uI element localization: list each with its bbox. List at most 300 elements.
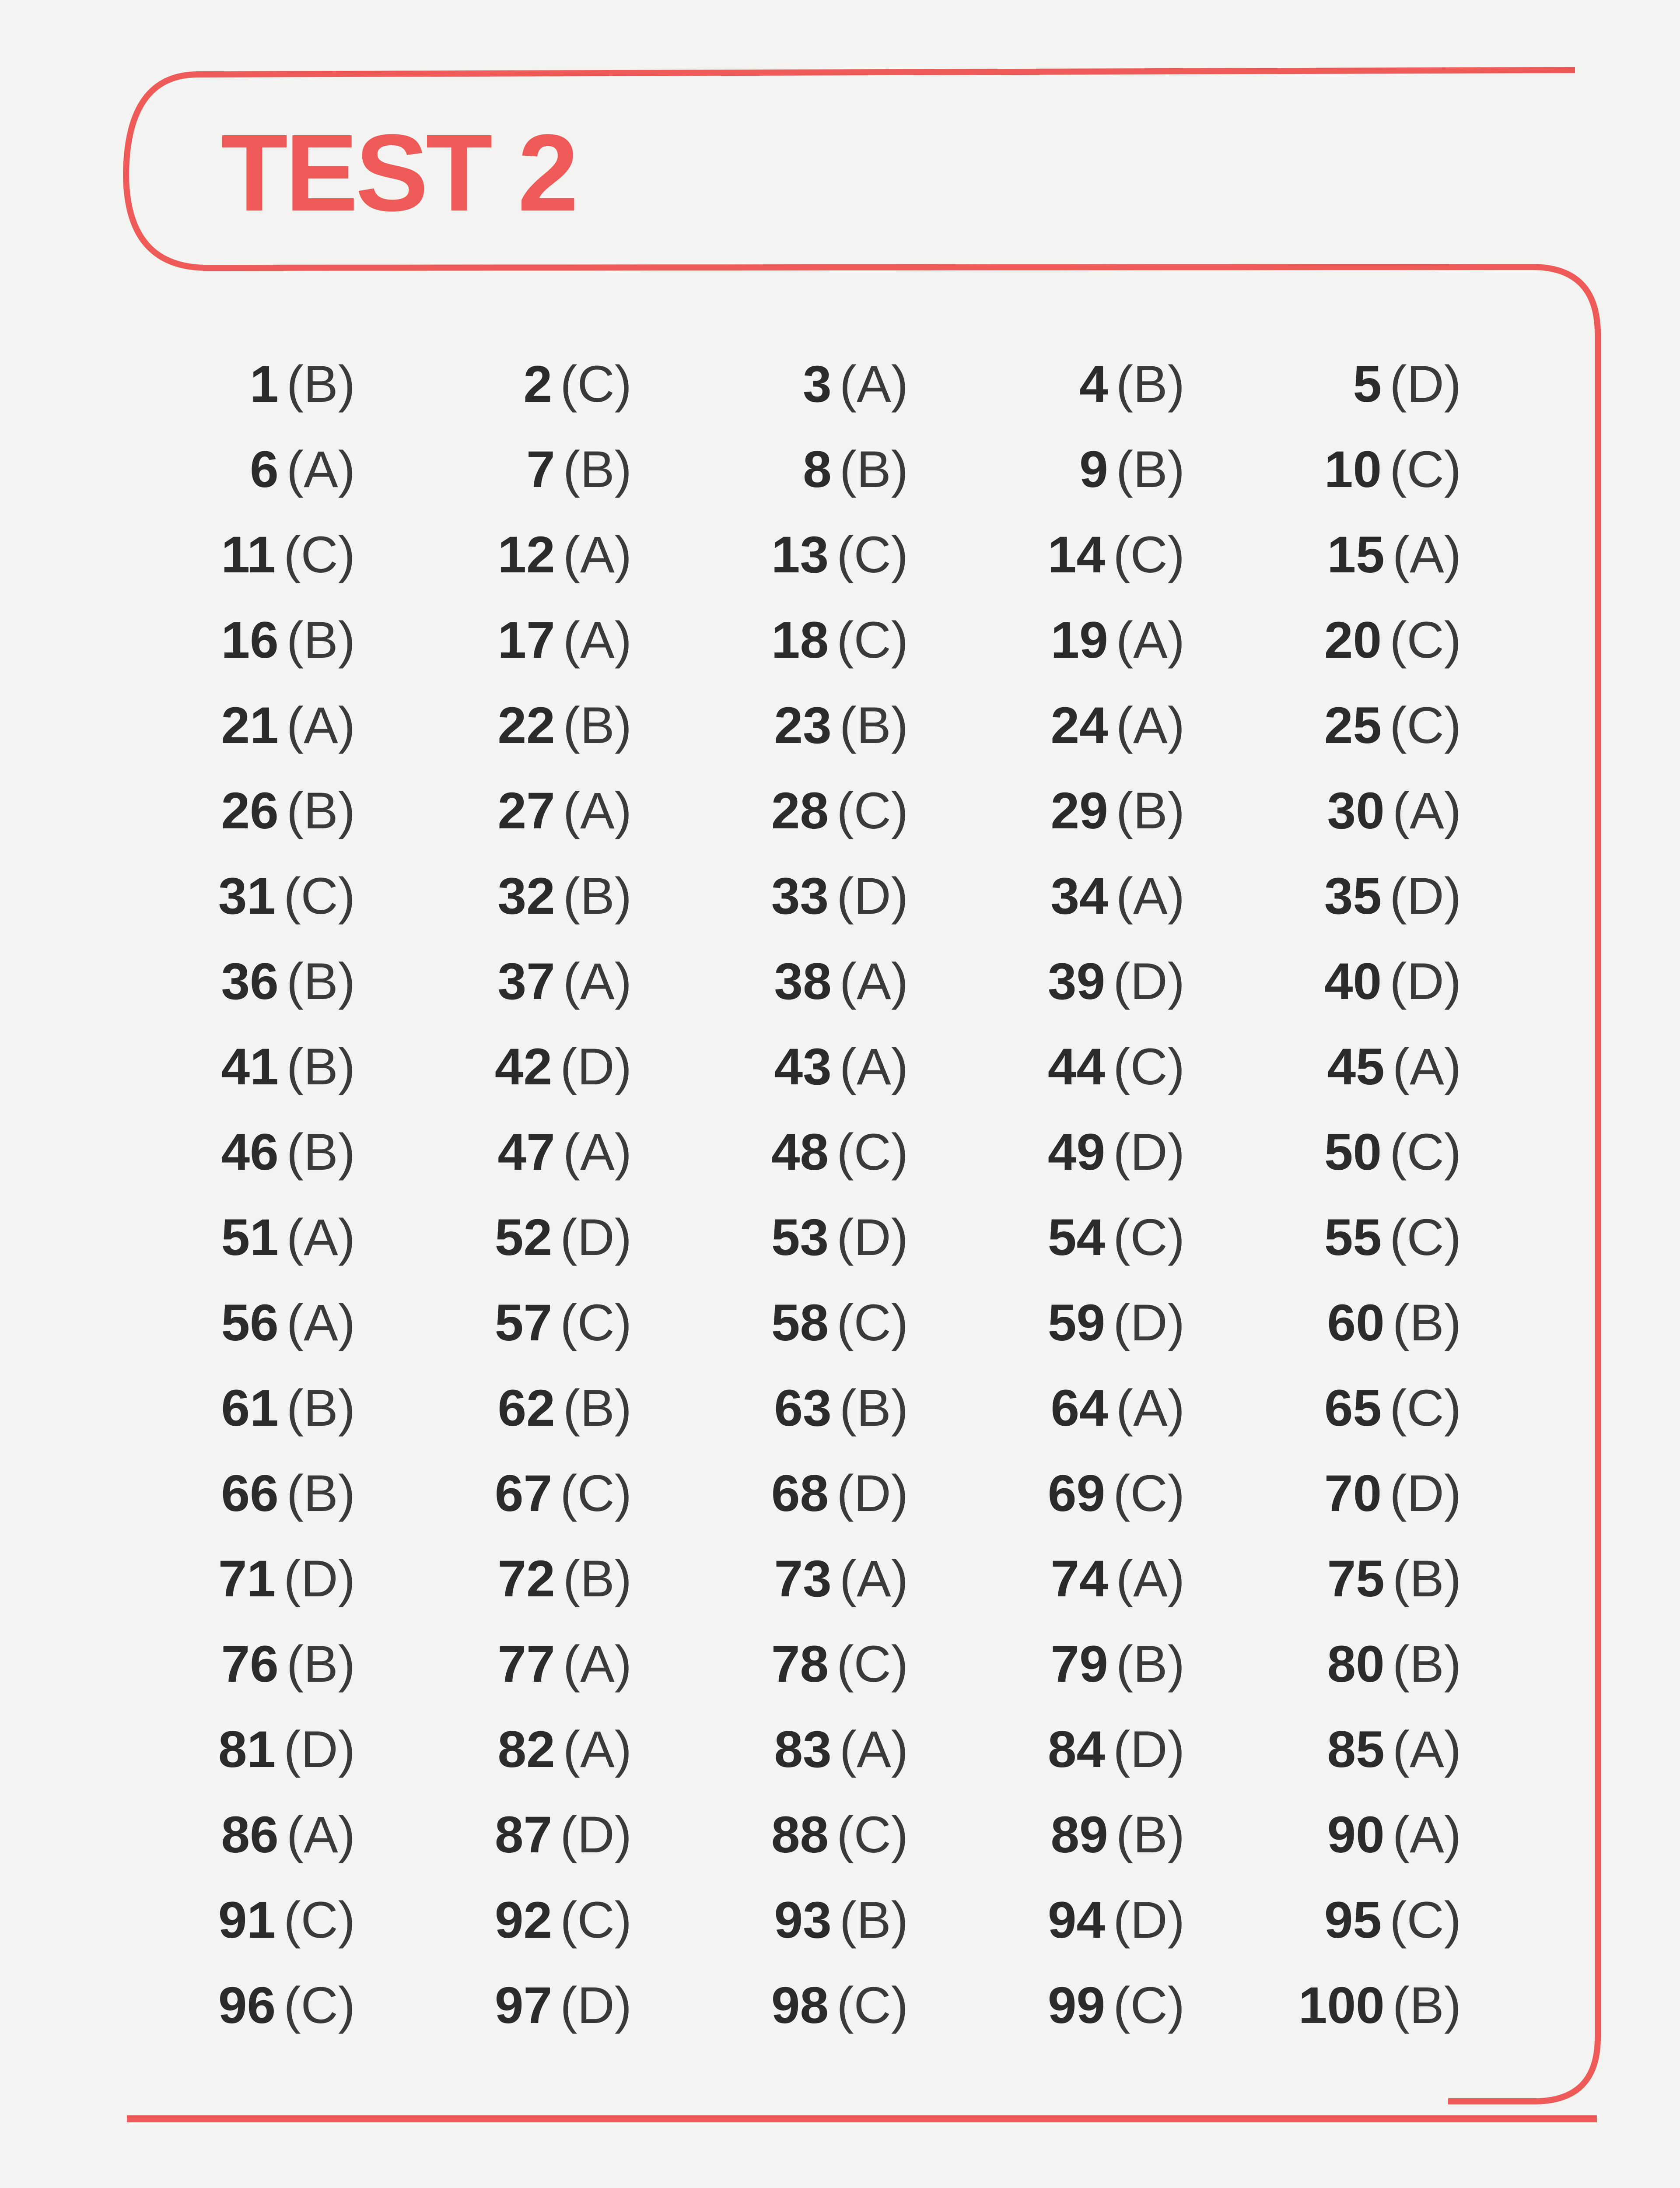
answer-choice: (A) (563, 526, 632, 584)
answer-choice: (D) (560, 1208, 632, 1266)
answer-choice: (B) (286, 1123, 355, 1181)
question-number: 54 (1047, 1208, 1106, 1266)
answer-item (1237, 1536, 1514, 1621)
answer-item (131, 427, 408, 512)
answer-item (1237, 597, 1514, 683)
question-number: 82 (497, 1720, 555, 1778)
answer-item (1237, 1280, 1514, 1365)
answer-choice: (B) (1392, 1635, 1461, 1693)
question-number: 56 (221, 1294, 279, 1352)
answer-choice: (A) (563, 952, 632, 1010)
question-number: 17 (497, 611, 555, 669)
answer-choice: (B) (1116, 1806, 1185, 1864)
question-number: 89 (1050, 1806, 1108, 1864)
answer-item (961, 853, 1237, 939)
answer-choice: (A) (286, 1294, 355, 1352)
question-number: 15 (1327, 526, 1385, 584)
question-number: 83 (774, 1720, 832, 1778)
answer-item (961, 1963, 1237, 2048)
answer-choice: (A) (1392, 1720, 1461, 1778)
question-number: 41 (221, 1038, 279, 1096)
answer-choice: (A) (1116, 867, 1185, 925)
answer-choice: (D) (284, 1550, 355, 1608)
question-number: 7 (526, 440, 555, 498)
answer-item (131, 939, 408, 1024)
answer-choice: (D) (1113, 1891, 1185, 1949)
answer-item (131, 1195, 408, 1280)
question-number: 28 (771, 782, 829, 840)
question-number: 70 (1324, 1464, 1382, 1522)
question-number: 39 (1047, 952, 1106, 1010)
question-number: 9 (1079, 440, 1108, 498)
answer-choice: (B) (563, 1379, 632, 1437)
question-number: 23 (774, 696, 832, 754)
question-number: 100 (1298, 1976, 1385, 2034)
question-number: 45 (1327, 1038, 1385, 1096)
answer-item (684, 1365, 961, 1451)
question-number: 96 (218, 1976, 276, 2034)
answer-choice: (A) (839, 1720, 908, 1778)
answer-choice: (A) (1392, 782, 1461, 840)
answer-item (684, 1109, 961, 1195)
answer-item (408, 1536, 684, 1621)
answer-item (131, 1024, 408, 1109)
question-number: 61 (221, 1379, 279, 1437)
answer-item (1237, 1195, 1514, 1280)
answer-item (1237, 427, 1514, 512)
question-number: 40 (1324, 952, 1382, 1010)
answer-choice: (C) (1390, 1891, 1461, 1949)
answer-choice: (B) (563, 1550, 632, 1608)
answer-item (131, 1451, 408, 1536)
answer-item (1237, 1109, 1514, 1195)
question-number: 53 (771, 1208, 829, 1266)
answer-item (961, 939, 1237, 1024)
question-number: 74 (1050, 1550, 1108, 1608)
answer-choice: (C) (836, 782, 908, 840)
question-number: 4 (1079, 355, 1108, 413)
answer-choice: (A) (1116, 1379, 1185, 1437)
answer-item (684, 1621, 961, 1707)
answer-item (408, 1195, 684, 1280)
answer-item (131, 1963, 408, 2048)
question-number: 2 (523, 355, 553, 413)
answer-item (684, 1792, 961, 1877)
answer-item (684, 512, 961, 597)
question-number: 6 (250, 440, 279, 498)
answer-item (408, 939, 684, 1024)
answer-choice: (A) (563, 1635, 632, 1693)
answer-item (684, 427, 961, 512)
answer-choice: (A) (563, 611, 632, 669)
question-number: 47 (497, 1123, 555, 1181)
answer-item (408, 853, 684, 939)
answer-item (1237, 939, 1514, 1024)
answer-choice: (A) (563, 1720, 632, 1778)
answer-choice: (B) (563, 696, 632, 754)
answer-choice: (A) (286, 1208, 355, 1266)
question-number: 32 (497, 867, 555, 925)
question-number: 64 (1050, 1379, 1108, 1437)
question-number: 85 (1327, 1720, 1385, 1778)
answer-item (961, 768, 1237, 853)
answer-item (408, 597, 684, 683)
answer-choice: (B) (286, 782, 355, 840)
answer-choice: (A) (1392, 1038, 1461, 1096)
answer-choice: (B) (839, 1891, 908, 1949)
answer-choice: (C) (560, 1294, 632, 1352)
question-number: 3 (803, 355, 832, 413)
answer-item (684, 768, 961, 853)
question-number: 21 (221, 696, 279, 754)
answer-item (131, 853, 408, 939)
question-number: 16 (221, 611, 279, 669)
answer-choice: (C) (1390, 1208, 1461, 1266)
answer-choice: (A) (1392, 526, 1461, 584)
answer-item (1237, 853, 1514, 939)
answer-item (684, 1963, 961, 2048)
answer-item (408, 1792, 684, 1877)
answer-choice: (A) (1116, 1550, 1185, 1608)
answer-item (408, 1365, 684, 1451)
question-number: 50 (1324, 1123, 1382, 1181)
answer-choice: (A) (563, 782, 632, 840)
question-number: 77 (497, 1635, 555, 1693)
question-number: 66 (221, 1464, 279, 1522)
answer-choice: (D) (1113, 1294, 1185, 1352)
answer-choice: (C) (1113, 1208, 1185, 1266)
question-number: 5 (1353, 355, 1382, 413)
answer-item (408, 1621, 684, 1707)
question-number: 24 (1050, 696, 1108, 754)
question-number: 12 (497, 526, 555, 584)
question-number: 88 (771, 1806, 829, 1864)
answer-choice: (C) (836, 526, 908, 584)
answer-item (131, 512, 408, 597)
answer-choice: (D) (1390, 1464, 1461, 1522)
answer-choice: (B) (839, 696, 908, 754)
answer-choice: (B) (563, 440, 632, 498)
question-number: 8 (803, 440, 832, 498)
answer-choice: (D) (1390, 952, 1461, 1010)
answer-item (961, 512, 1237, 597)
question-number: 31 (218, 867, 276, 925)
question-number: 49 (1047, 1123, 1106, 1181)
question-number: 19 (1050, 611, 1108, 669)
answer-item (408, 1707, 684, 1792)
answer-choice: (B) (1116, 782, 1185, 840)
answer-choice: (C) (1390, 611, 1461, 669)
answer-item (1237, 1024, 1514, 1109)
answer-choice: (A) (286, 696, 355, 754)
answer-item (1237, 1365, 1514, 1451)
answer-choice: (A) (1116, 611, 1185, 669)
answer-item (131, 1280, 408, 1365)
answer-item (961, 1621, 1237, 1707)
answer-choice: (B) (1392, 1550, 1461, 1608)
question-number: 44 (1047, 1038, 1106, 1096)
answer-choice: (C) (1390, 1379, 1461, 1437)
answer-choice: (A) (1116, 696, 1185, 754)
answer-choice: (C) (836, 1294, 908, 1352)
answer-choice: (B) (286, 1635, 355, 1693)
answer-choice: (C) (560, 1464, 632, 1522)
question-number: 62 (497, 1379, 555, 1437)
question-number: 87 (494, 1806, 553, 1864)
answer-choice: (C) (284, 526, 355, 584)
answer-choice: (B) (286, 611, 355, 669)
question-number: 68 (771, 1464, 829, 1522)
answer-item (408, 683, 684, 768)
answer-item (684, 683, 961, 768)
answer-choice: (C) (1113, 1976, 1185, 2034)
question-number: 79 (1050, 1635, 1108, 1693)
question-number: 30 (1327, 782, 1385, 840)
question-number: 42 (494, 1038, 553, 1096)
answer-item (408, 1109, 684, 1195)
answer-item (131, 341, 408, 427)
answer-choice: (B) (286, 1379, 355, 1437)
question-number: 99 (1047, 1976, 1106, 2034)
question-number: 71 (218, 1550, 276, 1608)
answer-choice: (A) (839, 355, 908, 413)
question-number: 78 (771, 1635, 829, 1693)
answer-item (1237, 341, 1514, 427)
answer-item (131, 1792, 408, 1877)
answer-item (961, 1280, 1237, 1365)
answer-item (131, 768, 408, 853)
answer-choice: (D) (836, 1464, 908, 1522)
question-number: 51 (221, 1208, 279, 1266)
answer-choice: (D) (560, 1976, 632, 2034)
answer-item (408, 512, 684, 597)
answer-choice: (C) (284, 867, 355, 925)
answer-item (684, 597, 961, 683)
question-number: 46 (221, 1123, 279, 1181)
question-number: 38 (774, 952, 832, 1010)
answer-item (684, 1195, 961, 1280)
question-number: 26 (221, 782, 279, 840)
answer-item (131, 1536, 408, 1621)
question-number: 35 (1324, 867, 1382, 925)
question-number: 93 (774, 1891, 832, 1949)
question-number: 18 (771, 611, 829, 669)
answer-choice: (D) (1113, 1123, 1185, 1181)
question-number: 81 (218, 1720, 276, 1778)
answer-choice: (B) (839, 1379, 908, 1437)
answer-choice: (D) (1390, 867, 1461, 925)
answer-item (961, 1365, 1237, 1451)
answer-choice: (C) (836, 1976, 908, 2034)
answer-choice: (C) (284, 1891, 355, 1949)
question-number: 29 (1050, 782, 1108, 840)
answer-item (408, 341, 684, 427)
answer-choice: (B) (286, 1464, 355, 1522)
question-number: 72 (497, 1550, 555, 1608)
answer-item (131, 597, 408, 683)
answer-item (684, 1707, 961, 1792)
answer-choice: (D) (836, 1208, 908, 1266)
answer-choice: (B) (1392, 1976, 1461, 2034)
question-number: 34 (1050, 867, 1108, 925)
answer-item (408, 1877, 684, 1963)
answer-item (131, 683, 408, 768)
answer-item (131, 1707, 408, 1792)
answer-choice: (A) (1392, 1806, 1461, 1864)
answer-item (684, 939, 961, 1024)
answer-item (684, 853, 961, 939)
answer-item (1237, 683, 1514, 768)
answer-item (408, 1963, 684, 2048)
question-number: 60 (1327, 1294, 1385, 1352)
answer-item (408, 1280, 684, 1365)
answer-choice: (A) (563, 1123, 632, 1181)
question-number: 76 (221, 1635, 279, 1693)
answer-choice: (B) (839, 440, 908, 498)
question-number: 92 (494, 1891, 553, 1949)
question-number: 59 (1047, 1294, 1106, 1352)
answer-choice: (C) (836, 1806, 908, 1864)
question-number: 90 (1327, 1806, 1385, 1864)
answer-item (684, 1536, 961, 1621)
question-number: 27 (497, 782, 555, 840)
answer-choice: (A) (286, 440, 355, 498)
answer-choice: (A) (839, 952, 908, 1010)
answer-choice: (C) (836, 1635, 908, 1693)
answer-item (1237, 1792, 1514, 1877)
question-number: 84 (1047, 1720, 1106, 1778)
answer-choice: (A) (839, 1550, 908, 1608)
question-number: 97 (494, 1976, 553, 2034)
question-number: 94 (1047, 1891, 1106, 1949)
answer-item (684, 1451, 961, 1536)
answer-item (408, 1024, 684, 1109)
answer-item (131, 1877, 408, 1963)
answer-item (961, 1536, 1237, 1621)
answer-choice: (C) (1390, 696, 1461, 754)
question-number: 48 (771, 1123, 829, 1181)
answer-choice: (B) (1116, 355, 1185, 413)
question-number: 86 (221, 1806, 279, 1864)
question-number: 65 (1324, 1379, 1382, 1437)
question-number: 58 (771, 1294, 829, 1352)
question-number: 75 (1327, 1550, 1385, 1608)
answer-item (1237, 1451, 1514, 1536)
question-number: 37 (497, 952, 555, 1010)
answer-choice: (D) (836, 867, 908, 925)
answer-choice: (D) (1113, 952, 1185, 1010)
answer-choice: (B) (563, 867, 632, 925)
question-number: 11 (221, 526, 276, 584)
question-number: 25 (1324, 696, 1382, 754)
answer-choice: (C) (560, 1891, 632, 1949)
answer-choice: (D) (284, 1720, 355, 1778)
answer-choice: (D) (1113, 1720, 1185, 1778)
answer-choice: (B) (286, 355, 355, 413)
answer-choice: (C) (836, 1123, 908, 1181)
answer-item (961, 1877, 1237, 1963)
answer-item (408, 1451, 684, 1536)
question-number: 14 (1047, 526, 1106, 584)
answer-item (961, 1451, 1237, 1536)
answer-item (961, 427, 1237, 512)
question-number: 73 (774, 1550, 832, 1608)
answer-choice: (D) (1390, 355, 1461, 413)
answer-choice: (C) (1113, 526, 1185, 584)
answer-item (961, 683, 1237, 768)
answer-item (1237, 1707, 1514, 1792)
question-number: 57 (494, 1294, 553, 1352)
page-title: TEST 2 (221, 112, 576, 234)
question-number: 52 (494, 1208, 553, 1266)
answer-choice: (D) (560, 1038, 632, 1096)
question-number: 13 (771, 526, 829, 584)
question-number: 98 (771, 1976, 829, 2034)
answer-item (131, 1621, 408, 1707)
answer-choice: (A) (839, 1038, 908, 1096)
answer-item (961, 1707, 1237, 1792)
question-number: 55 (1324, 1208, 1382, 1266)
answer-item (961, 1024, 1237, 1109)
question-number: 67 (494, 1464, 553, 1522)
answer-item (1237, 1877, 1514, 1963)
answer-item (1237, 1621, 1514, 1707)
answer-item (684, 1877, 961, 1963)
answer-choice: (B) (286, 1038, 355, 1096)
question-number: 10 (1324, 440, 1382, 498)
question-number: 33 (771, 867, 829, 925)
answer-choice: (B) (1116, 1635, 1185, 1693)
answer-choice: (C) (560, 355, 632, 413)
answer-choice: (C) (1113, 1038, 1185, 1096)
answer-choice: (D) (560, 1806, 632, 1864)
answer-choice: (C) (836, 611, 908, 669)
answer-choice: (C) (1113, 1464, 1185, 1522)
question-number: 63 (774, 1379, 832, 1437)
question-number: 95 (1324, 1891, 1382, 1949)
answer-item (684, 1024, 961, 1109)
question-number: 36 (221, 952, 279, 1010)
answer-item (408, 768, 684, 853)
answer-grid (131, 341, 1514, 2048)
answer-item (961, 1195, 1237, 1280)
answer-item (408, 427, 684, 512)
answer-choice: (C) (1390, 1123, 1461, 1181)
answer-item (961, 1792, 1237, 1877)
answer-item (961, 341, 1237, 427)
question-number: 1 (250, 355, 279, 413)
answer-item (1237, 512, 1514, 597)
question-number: 91 (218, 1891, 276, 1949)
answer-item (684, 341, 961, 427)
answer-choice: (C) (284, 1976, 355, 2034)
question-number: 22 (497, 696, 555, 754)
answer-choice: (B) (1116, 440, 1185, 498)
answer-item (684, 1280, 961, 1365)
answer-item (1237, 768, 1514, 853)
answer-choice: (A) (286, 1806, 355, 1864)
question-number: 80 (1327, 1635, 1385, 1693)
answer-item (131, 1109, 408, 1195)
answer-choice: (B) (286, 952, 355, 1010)
answer-item (1237, 1963, 1514, 2048)
answer-item (131, 1365, 408, 1451)
answer-item (961, 597, 1237, 683)
question-number: 20 (1324, 611, 1382, 669)
answer-item (961, 1109, 1237, 1195)
question-number: 43 (774, 1038, 832, 1096)
question-number: 69 (1047, 1464, 1106, 1522)
